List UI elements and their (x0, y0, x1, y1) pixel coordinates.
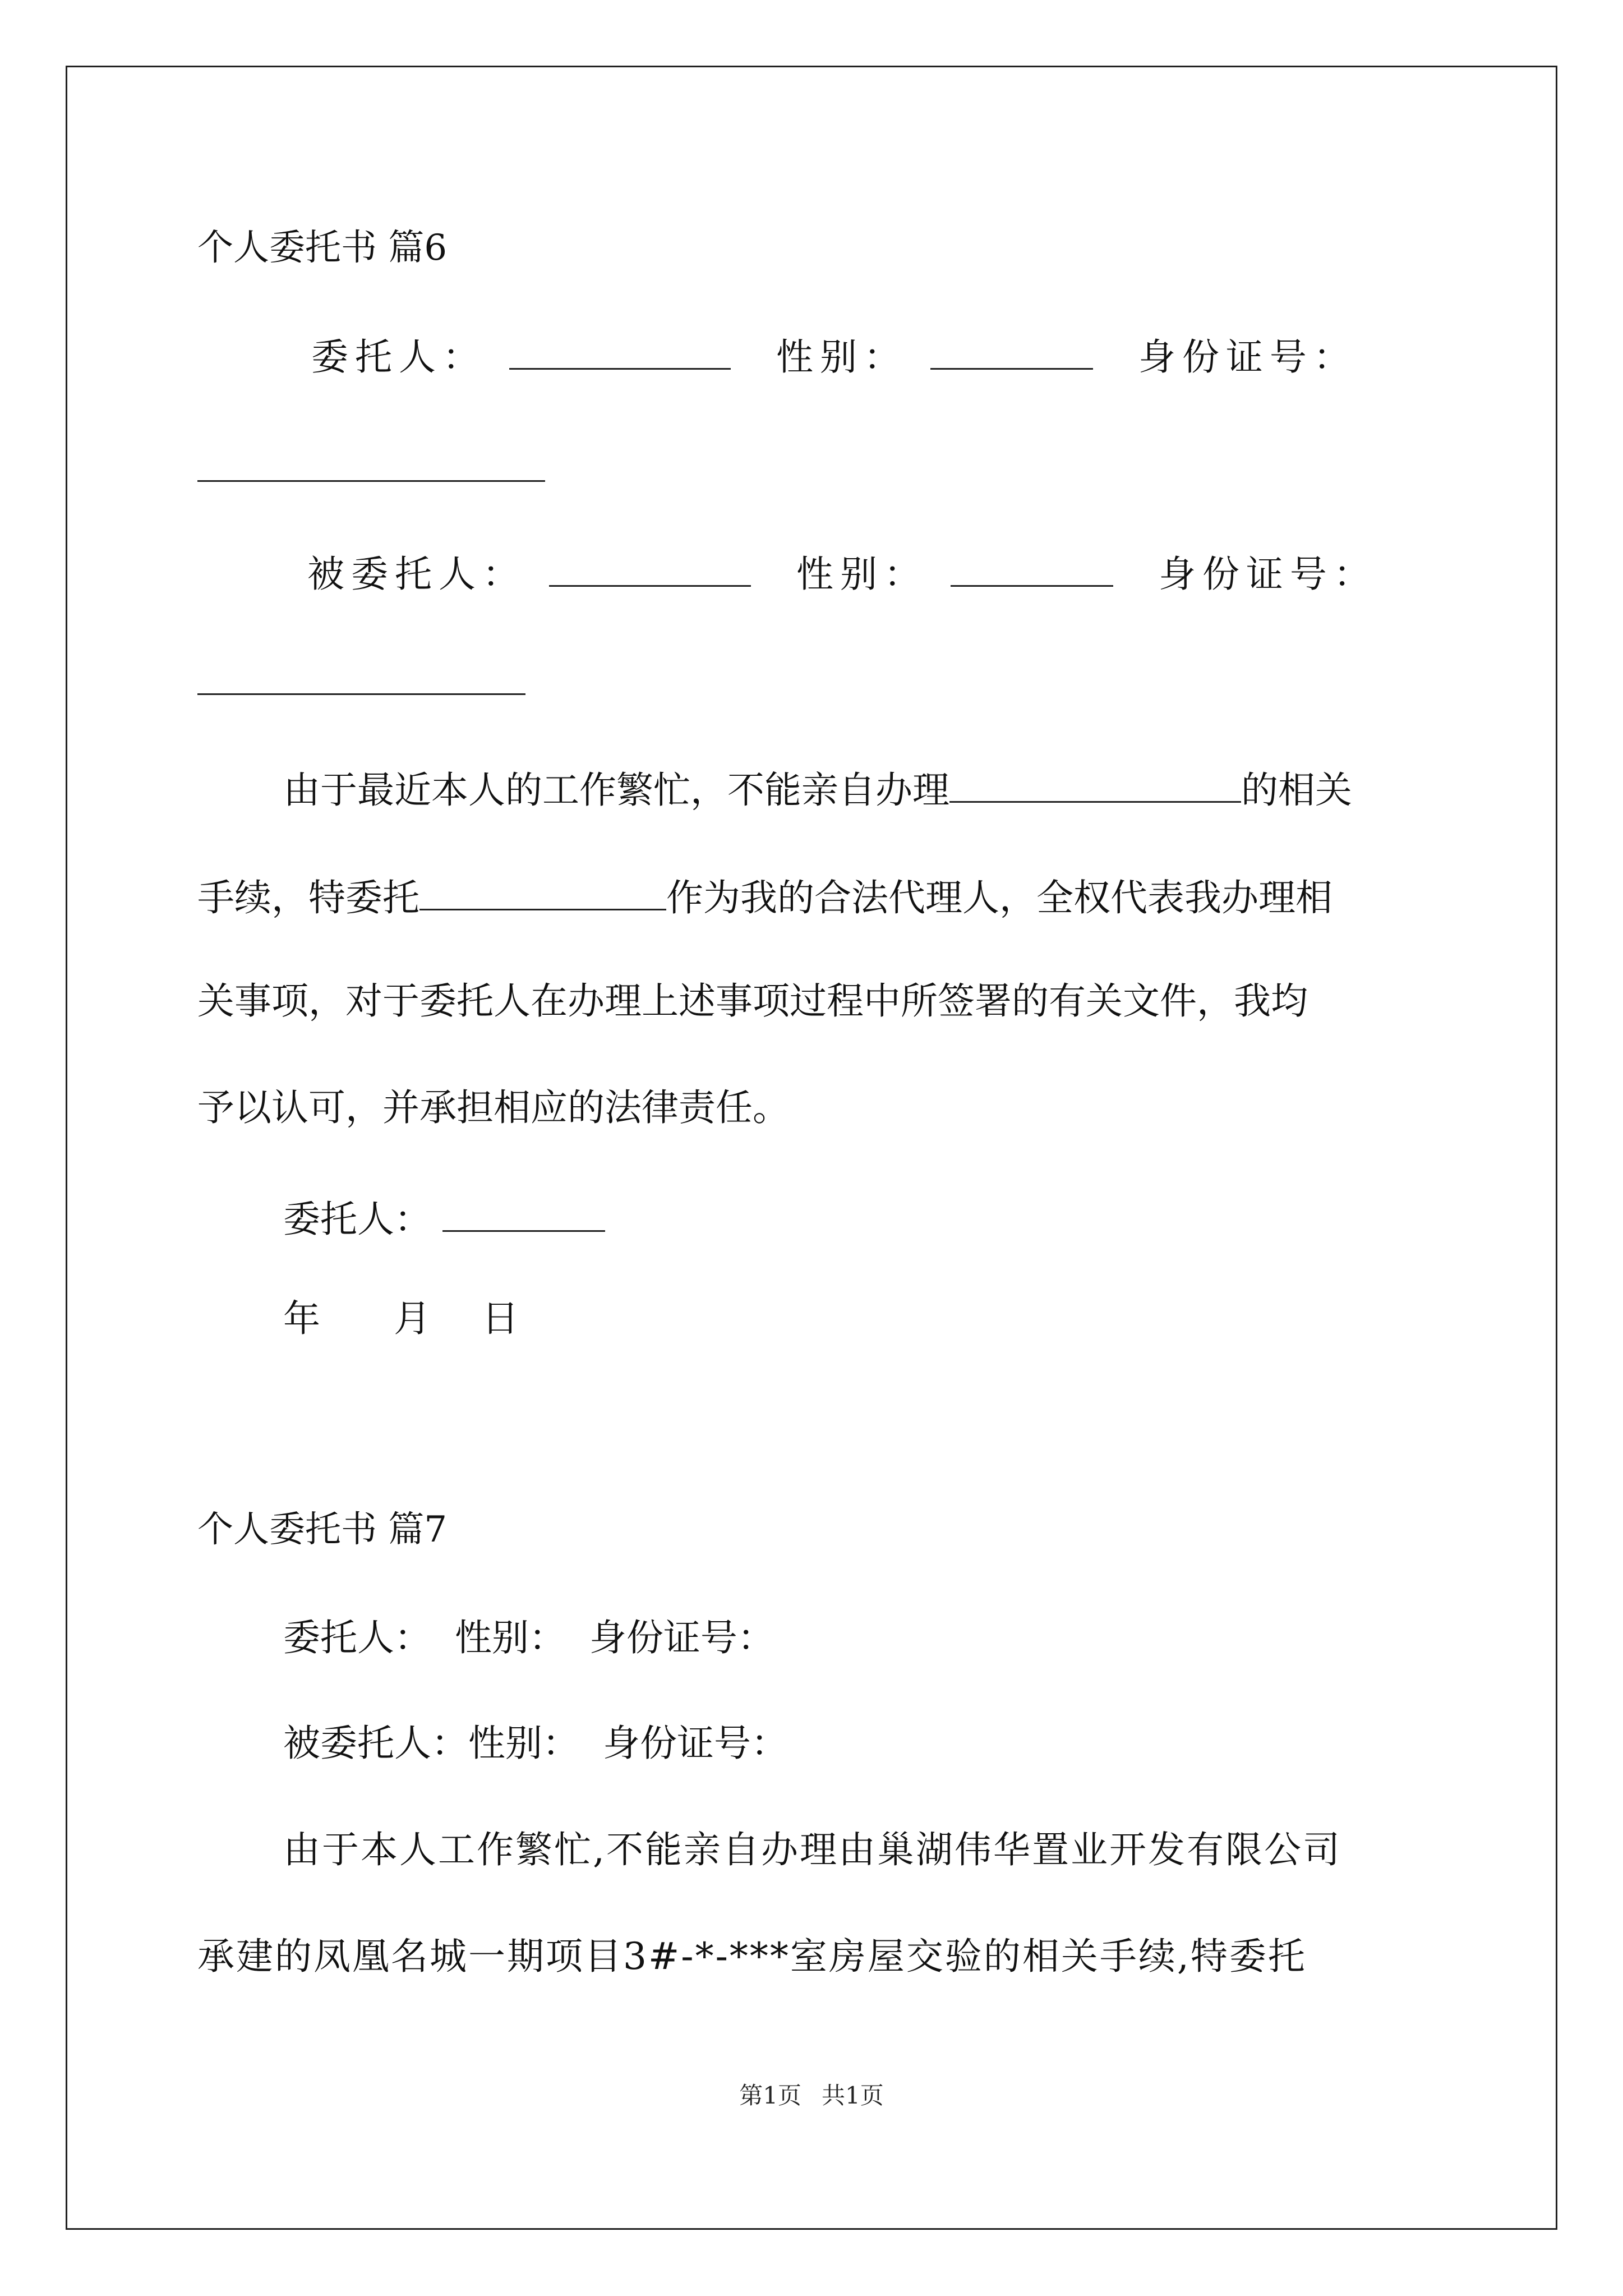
section6-para-line4: 予以认可，并承担相应的法律责任。 (197, 1086, 790, 1129)
matter-field[interactable] (949, 769, 1241, 803)
section7-line2: 被委托人：性别： 身份证号： (283, 1722, 788, 1765)
section6-agent-row (307, 553, 1423, 596)
date-day: 日 (481, 1297, 519, 1340)
agent-gender-field[interactable] (951, 553, 1113, 587)
para-text: 作为我的合法代理人，全权代表我办理相 (666, 876, 1332, 919)
principal-label: 委托人： (311, 335, 486, 379)
page-number: 第1页 (739, 2082, 801, 2109)
principal-id-field[interactable] (197, 480, 545, 482)
principal-gender-label: 性别： (776, 335, 907, 379)
page-footer (0, 2077, 1623, 2111)
principal-id-label: 身份证号： (1138, 335, 1357, 379)
page-border (66, 66, 1557, 2230)
section6-para-line3: 关事项，对于委托人在办理上述事项过程中所签署的有关文件，我均 (197, 979, 1308, 1023)
para-text: 的相关 (1241, 769, 1352, 812)
principal-gender-field[interactable] (930, 335, 1093, 370)
para-text: 由于最近本人的工作繁忙，不能亲自办理 (283, 769, 949, 812)
date-year: 年 (283, 1297, 320, 1340)
agent-id-label: 身份证号： (1158, 553, 1377, 596)
page-total: 共1页 (822, 2082, 884, 2109)
section6-para-line2 (197, 876, 1332, 917)
signature-field[interactable] (442, 1198, 605, 1232)
agent-name-field[interactable] (549, 553, 751, 587)
section7-para-line2: 承建的凤凰名城一期项目3#-*-***室房屋交验的相关手续,特委托 (197, 1935, 1307, 1978)
section6-title: 个人委托书 篇6 (197, 227, 448, 269)
section7-para-line1: 由于本人工作繁忙,不能亲自办理由巢湖伟华置业开发有限公司 (283, 1828, 1341, 1871)
section7-line1: 委托人： 性别： 身份证号： (283, 1616, 774, 1659)
date-month: 月 (393, 1297, 431, 1340)
section6-para-line1 (283, 769, 1352, 812)
para-text: 手续，特委托 (197, 876, 419, 919)
signature-label: 委托人： (283, 1198, 431, 1241)
section6-principal-row (311, 335, 1422, 379)
agent-id-field[interactable] (197, 693, 525, 695)
signature-row (283, 1198, 605, 1241)
section7-title: 个人委托书 篇7 (197, 1509, 448, 1550)
agent-label: 被委托人： (307, 553, 526, 596)
principal-name-field[interactable] (509, 335, 731, 370)
trustee-field[interactable] (419, 876, 666, 910)
agent-gender-label: 性别： (796, 553, 928, 596)
date-row (283, 1297, 519, 1340)
